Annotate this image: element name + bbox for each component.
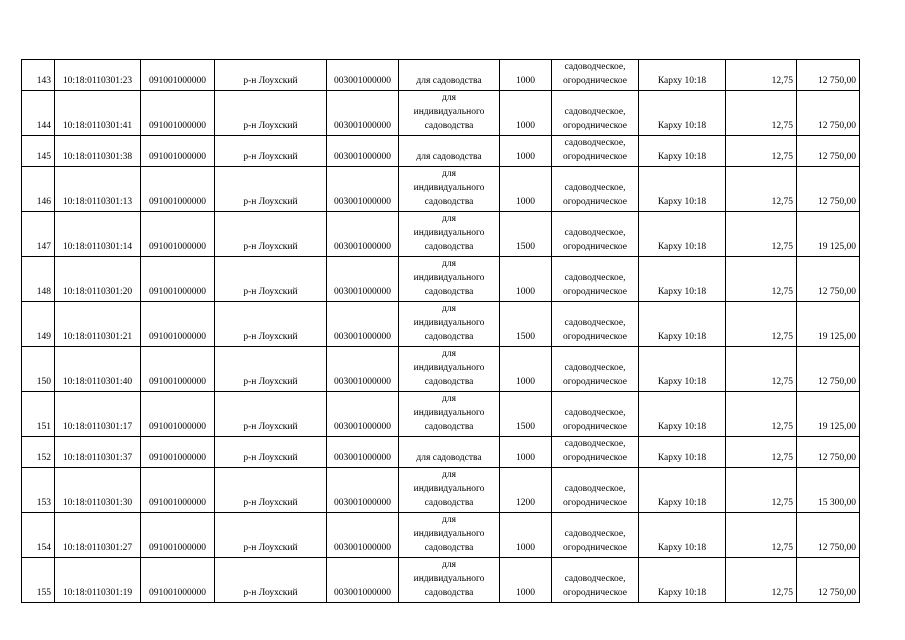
cell-cadastral-zone: Карху 10:18	[639, 136, 726, 167]
cell-permitted-use-line: садоводства	[424, 543, 474, 553]
land-plots-table	[21, 59, 860, 603]
cell-cadastral-value: 12 750,00	[797, 60, 860, 91]
cell-permitted-use	[399, 392, 500, 437]
cell-permitted-use	[399, 91, 500, 136]
cell-permitted-use-line: садоводства	[424, 377, 474, 387]
cell-use-category	[552, 257, 639, 302]
cell-permitted-use-line: индивидуального	[413, 273, 485, 283]
cell-rate: 12,75	[726, 513, 797, 558]
cell-number: 151	[22, 392, 55, 437]
cell-district: р-н Лоухский	[215, 513, 327, 558]
cell-okato-code: 091001000000	[141, 136, 215, 167]
cell-use-category	[552, 468, 639, 513]
cell-permitted-use-line: для садоводства	[416, 76, 482, 86]
cell-use-category-line: садоводческое,	[564, 107, 626, 117]
cell-area: 1000	[500, 91, 552, 136]
cell-okato-code: 091001000000	[141, 257, 215, 302]
cell-area: 1000	[500, 167, 552, 212]
cell-cadastral-number: 10:18:0110301:23	[55, 60, 141, 91]
cell-number: 143	[22, 60, 55, 91]
cell-oktmo-code: 003001000000	[327, 302, 399, 347]
cell-number: 145	[22, 136, 55, 167]
cell-area: 1500	[500, 212, 552, 257]
cell-oktmo-code: 003001000000	[327, 167, 399, 212]
cell-use-category-line: огородническое	[562, 422, 628, 432]
table-row	[22, 468, 860, 513]
cell-use-category	[552, 347, 639, 392]
cell-use-category-line: садоводческое,	[564, 138, 626, 148]
cell-permitted-use-line: для садоводства	[416, 152, 482, 162]
cell-rate: 12,75	[726, 136, 797, 167]
cell-permitted-use	[399, 302, 500, 347]
cell-permitted-use-line: садоводства	[424, 588, 474, 598]
cell-cadastral-value: 12 750,00	[797, 136, 860, 167]
cell-cadastral-zone: Карху 10:18	[639, 558, 726, 603]
cell-permitted-use-line: садоводства	[424, 498, 474, 508]
cell-cadastral-value: 19 125,00	[797, 212, 860, 257]
cell-okato-code: 091001000000	[141, 91, 215, 136]
cell-area: 1200	[500, 468, 552, 513]
cell-permitted-use-line: для	[442, 93, 456, 103]
table-row	[22, 513, 860, 558]
cell-use-category-line: садоводческое,	[564, 363, 626, 373]
cell-cadastral-number: 10:18:0110301:30	[55, 468, 141, 513]
table-row	[22, 302, 860, 347]
cell-rate: 12,75	[726, 302, 797, 347]
cell-use-category	[552, 437, 639, 468]
cell-cadastral-value: 15 300,00	[797, 468, 860, 513]
cell-permitted-use	[399, 558, 500, 603]
cell-rate: 12,75	[726, 167, 797, 212]
cell-district: р-н Лоухский	[215, 392, 327, 437]
cell-permitted-use-line: индивидуального	[413, 363, 485, 373]
cell-permitted-use	[399, 513, 500, 558]
cell-cadastral-number: 10:18:0110301:17	[55, 392, 141, 437]
cell-use-category-line: огородническое	[562, 287, 628, 297]
cell-permitted-use	[399, 167, 500, 212]
cell-okato-code: 091001000000	[141, 212, 215, 257]
cell-area: 1000	[500, 347, 552, 392]
cell-use-category-line: огородническое	[562, 121, 628, 131]
cell-permitted-use-line: индивидуального	[413, 408, 485, 418]
table-body	[22, 60, 860, 603]
table-row	[22, 136, 860, 167]
cell-permitted-use-line: индивидуального	[413, 183, 485, 193]
cell-permitted-use-line: для	[442, 515, 456, 525]
cell-area: 1500	[500, 302, 552, 347]
cell-use-category	[552, 212, 639, 257]
table-row	[22, 437, 860, 468]
cell-use-category	[552, 302, 639, 347]
cell-use-category-line: садоводческое,	[564, 62, 626, 72]
cell-okato-code: 091001000000	[141, 558, 215, 603]
cell-permitted-use-line: индивидуального	[413, 318, 485, 328]
cell-rate: 12,75	[726, 60, 797, 91]
cell-use-category-line: огородническое	[562, 197, 628, 207]
cell-permitted-use-line: для	[442, 560, 456, 570]
cell-district: р-н Лоухский	[215, 60, 327, 91]
cell-area: 1000	[500, 257, 552, 302]
cell-district: р-н Лоухский	[215, 347, 327, 392]
cell-cadastral-zone: Карху 10:18	[639, 257, 726, 302]
cell-use-category	[552, 558, 639, 603]
cell-cadastral-number: 10:18:0110301:21	[55, 302, 141, 347]
cell-use-category	[552, 136, 639, 167]
cell-rate: 12,75	[726, 392, 797, 437]
cell-use-category	[552, 91, 639, 136]
cell-cadastral-zone: Карху 10:18	[639, 60, 726, 91]
cell-cadastral-value: 12 750,00	[797, 257, 860, 302]
cell-use-category	[552, 513, 639, 558]
cell-okato-code: 091001000000	[141, 513, 215, 558]
cell-district: р-н Лоухский	[215, 437, 327, 468]
cell-district: р-н Лоухский	[215, 167, 327, 212]
cell-cadastral-number: 10:18:0110301:41	[55, 91, 141, 136]
cell-use-category-line: садоводческое,	[564, 439, 626, 449]
cell-rate: 12,75	[726, 91, 797, 136]
cell-use-category-line: садоводческое,	[564, 318, 626, 328]
cell-cadastral-zone: Карху 10:18	[639, 392, 726, 437]
cell-okato-code: 091001000000	[141, 437, 215, 468]
cell-rate: 12,75	[726, 257, 797, 302]
cell-district: р-н Лоухский	[215, 558, 327, 603]
cell-cadastral-zone: Карху 10:18	[639, 302, 726, 347]
table-row	[22, 212, 860, 257]
cell-oktmo-code: 003001000000	[327, 468, 399, 513]
cell-cadastral-value: 12 750,00	[797, 558, 860, 603]
cell-use-category-line: садоводческое,	[564, 273, 626, 283]
cell-cadastral-zone: Карху 10:18	[639, 513, 726, 558]
table-row	[22, 60, 860, 91]
cell-rate: 12,75	[726, 468, 797, 513]
cell-district: р-н Лоухский	[215, 212, 327, 257]
cell-district: р-н Лоухский	[215, 136, 327, 167]
cell-number: 150	[22, 347, 55, 392]
cell-district: р-н Лоухский	[215, 468, 327, 513]
cell-permitted-use-line: для садоводства	[416, 453, 482, 463]
cell-cadastral-number: 10:18:0110301:13	[55, 167, 141, 212]
cell-permitted-use-line: для	[442, 259, 456, 269]
cell-use-category-line: садоводческое,	[564, 484, 626, 494]
cell-permitted-use	[399, 257, 500, 302]
cell-use-category-line: огородническое	[562, 453, 628, 463]
table-row	[22, 347, 860, 392]
cell-okato-code: 091001000000	[141, 468, 215, 513]
cell-cadastral-value: 12 750,00	[797, 437, 860, 468]
cell-cadastral-value: 12 750,00	[797, 513, 860, 558]
cell-cadastral-number: 10:18:0110301:40	[55, 347, 141, 392]
cell-number: 149	[22, 302, 55, 347]
cell-oktmo-code: 003001000000	[327, 392, 399, 437]
cell-area: 1500	[500, 392, 552, 437]
cell-cadastral-value: 19 125,00	[797, 392, 860, 437]
cell-permitted-use	[399, 347, 500, 392]
cell-area: 1000	[500, 437, 552, 468]
cell-use-category-line: огородническое	[562, 332, 628, 342]
cell-district: р-н Лоухский	[215, 257, 327, 302]
cell-cadastral-number: 10:18:0110301:19	[55, 558, 141, 603]
cell-cadastral-zone: Карху 10:18	[639, 437, 726, 468]
cell-permitted-use-line: садоводства	[424, 287, 474, 297]
cell-area: 1000	[500, 558, 552, 603]
cell-permitted-use-line: садоводства	[424, 242, 474, 252]
cell-use-category-line: садоводческое,	[564, 574, 626, 584]
cell-number: 152	[22, 437, 55, 468]
cell-permitted-use-line: садоводства	[424, 197, 474, 207]
cell-permitted-use	[399, 468, 500, 513]
cell-use-category	[552, 392, 639, 437]
cell-cadastral-number: 10:18:0110301:20	[55, 257, 141, 302]
cell-use-category-line: огородническое	[562, 543, 628, 553]
cell-cadastral-zone: Карху 10:18	[639, 91, 726, 136]
cell-oktmo-code: 003001000000	[327, 212, 399, 257]
cell-permitted-use	[399, 212, 500, 257]
cell-rate: 12,75	[726, 212, 797, 257]
cell-number: 148	[22, 257, 55, 302]
cell-permitted-use-line: для	[442, 349, 456, 359]
cell-permitted-use-line: индивидуального	[413, 574, 485, 584]
cell-oktmo-code: 003001000000	[327, 91, 399, 136]
cell-use-category-line: садоводческое,	[564, 228, 626, 238]
cell-use-category-line: огородническое	[562, 152, 628, 162]
cell-cadastral-zone: Карху 10:18	[639, 167, 726, 212]
cell-permitted-use-line: для	[442, 169, 456, 179]
table-row	[22, 558, 860, 603]
cell-okato-code: 091001000000	[141, 167, 215, 212]
cell-permitted-use-line: индивидуального	[413, 529, 485, 539]
cell-use-category-line: огородническое	[562, 377, 628, 387]
cell-permitted-use-line: индивидуального	[413, 107, 485, 117]
cell-rate: 12,75	[726, 347, 797, 392]
cell-okato-code: 091001000000	[141, 347, 215, 392]
cell-use-category	[552, 167, 639, 212]
cell-cadastral-number: 10:18:0110301:37	[55, 437, 141, 468]
cell-permitted-use-line: садоводства	[424, 121, 474, 131]
cell-cadastral-value: 12 750,00	[797, 167, 860, 212]
cell-area: 1000	[500, 513, 552, 558]
cell-use-category-line: огородническое	[562, 242, 628, 252]
cell-area: 1000	[500, 60, 552, 91]
cell-permitted-use	[399, 437, 500, 468]
cell-number: 155	[22, 558, 55, 603]
cell-permitted-use-line: садоводства	[424, 422, 474, 432]
cell-cadastral-number: 10:18:0110301:27	[55, 513, 141, 558]
cell-okato-code: 091001000000	[141, 302, 215, 347]
cell-cadastral-zone: Карху 10:18	[639, 347, 726, 392]
cell-number: 147	[22, 212, 55, 257]
cell-use-category-line: садоводческое,	[564, 183, 626, 193]
cell-permitted-use-line: индивидуального	[413, 228, 485, 238]
cell-use-category	[552, 60, 639, 91]
cell-oktmo-code: 003001000000	[327, 558, 399, 603]
cell-cadastral-value: 12 750,00	[797, 91, 860, 136]
cell-oktmo-code: 003001000000	[327, 257, 399, 302]
cell-area: 1000	[500, 136, 552, 167]
cell-use-category-line: огородническое	[562, 76, 628, 86]
cell-cadastral-zone: Карху 10:18	[639, 468, 726, 513]
cell-permitted-use-line: для	[442, 470, 456, 480]
cell-oktmo-code: 003001000000	[327, 136, 399, 167]
table-row	[22, 91, 860, 136]
cell-permitted-use	[399, 60, 500, 91]
cell-rate: 12,75	[726, 558, 797, 603]
table-row	[22, 167, 860, 212]
table-row	[22, 392, 860, 437]
cell-cadastral-zone: Карху 10:18	[639, 212, 726, 257]
cell-district: р-н Лоухский	[215, 302, 327, 347]
cell-permitted-use-line: для	[442, 214, 456, 224]
cell-cadastral-number: 10:18:0110301:14	[55, 212, 141, 257]
cell-number: 153	[22, 468, 55, 513]
cell-cadastral-value: 12 750,00	[797, 347, 860, 392]
cell-number: 154	[22, 513, 55, 558]
cell-rate: 12,75	[726, 437, 797, 468]
cell-cadastral-value: 19 125,00	[797, 302, 860, 347]
cell-permitted-use-line: садоводства	[424, 332, 474, 342]
cell-permitted-use-line: индивидуального	[413, 484, 485, 494]
table-row	[22, 257, 860, 302]
cell-use-category-line: садоводческое,	[564, 529, 626, 539]
cell-permitted-use-line: для	[442, 304, 456, 314]
cell-district: р-н Лоухский	[215, 91, 327, 136]
cell-number: 144	[22, 91, 55, 136]
cell-use-category-line: огородническое	[562, 588, 628, 598]
cell-permitted-use	[399, 136, 500, 167]
cell-use-category-line: огородническое	[562, 498, 628, 508]
cell-cadastral-number: 10:18:0110301:38	[55, 136, 141, 167]
cell-permitted-use-line: для	[442, 394, 456, 404]
cell-okato-code: 091001000000	[141, 60, 215, 91]
cell-okato-code: 091001000000	[141, 392, 215, 437]
cell-use-category-line: садоводческое,	[564, 408, 626, 418]
cell-oktmo-code: 003001000000	[327, 60, 399, 91]
cell-number: 146	[22, 167, 55, 212]
cell-oktmo-code: 003001000000	[327, 347, 399, 392]
cell-oktmo-code: 003001000000	[327, 513, 399, 558]
cell-oktmo-code: 003001000000	[327, 437, 399, 468]
